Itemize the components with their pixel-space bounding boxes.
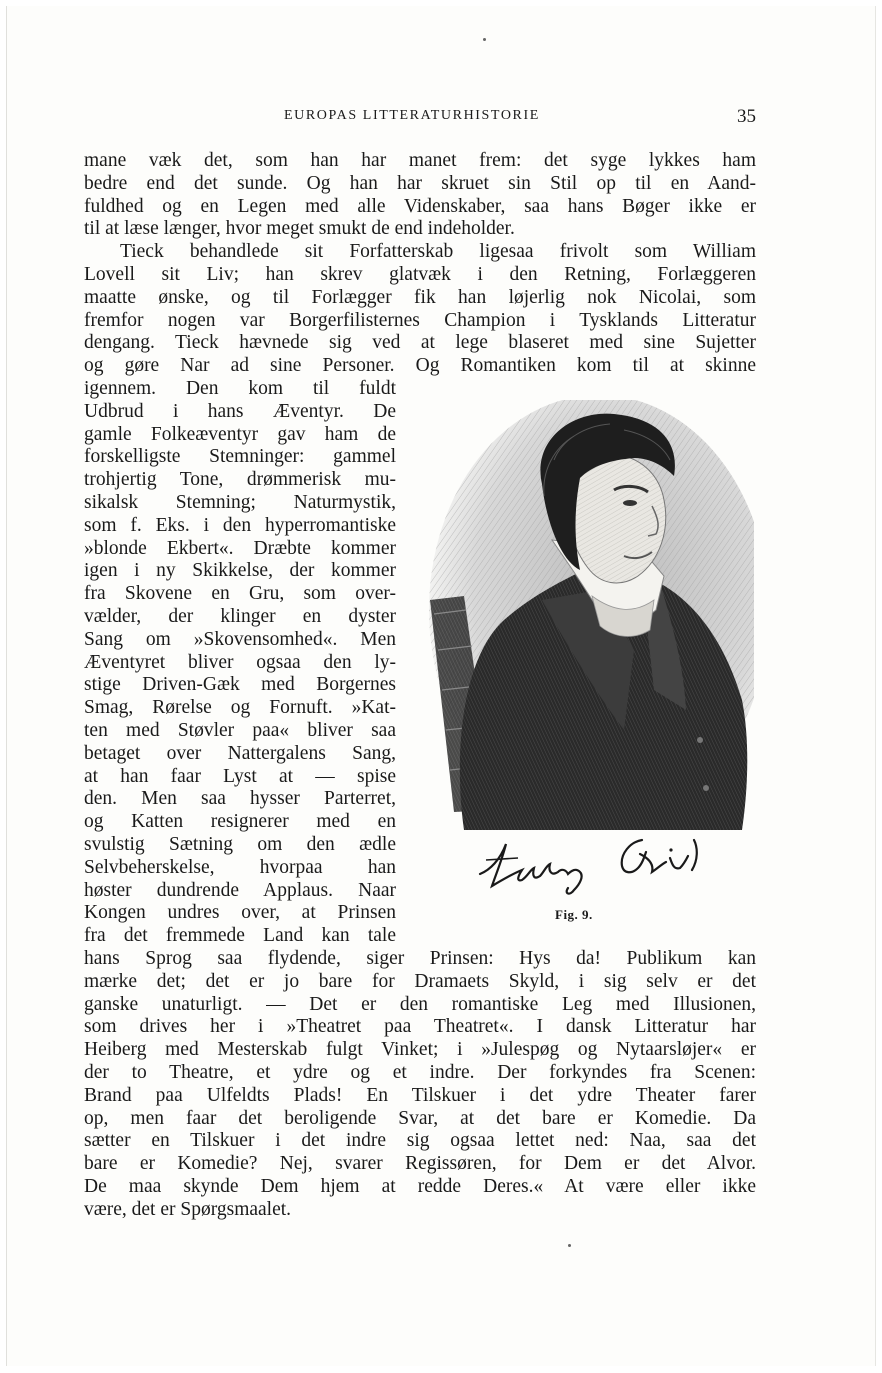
text-line: dengang. Tieck hævnede sig ved at lege blaseret med sine Sujetter <box>84 332 756 353</box>
text-line: som drives her i »Theatret paa Theatret«. I dansk Litteratur har <box>84 1016 756 1037</box>
text-line: fuldhed og en Legen med alle Videnskaber, saa hans Bøger ikke er <box>84 196 756 217</box>
page-number: 35 <box>737 106 756 127</box>
text-line: gamle Folkeæventyr gav ham de <box>84 424 396 445</box>
text-line: mane væk det, som han har manet frem: det syge lykkes ham <box>84 150 756 171</box>
text-line: Tieck behandlede sit Forfatterskab ligesaa frivolt som William <box>120 241 756 262</box>
text-line: Brand paa Ulfeldts Plads! En Tilskuer i det ydre Theater farer <box>84 1085 756 1106</box>
text-line: svulstig Sætning om den ædle <box>84 834 396 855</box>
text-line: igennem. Den kom til fuldt <box>84 378 396 399</box>
text-line: og gøre Nar ad sine Personer. Og Romantiken kom til at skinne <box>84 355 756 376</box>
text-line: og Katten resignerer med en <box>84 811 396 832</box>
text-line: ten med Støvler paa« bliver saa <box>84 720 396 741</box>
text-line: Æventyret bliver ogsaa den ly- <box>84 652 396 673</box>
text-line: bare er Komedie? Nej, svarer Regissøren, for Dem er det Alvor. <box>84 1153 756 1174</box>
text-line: Heiberg med Mesterskab fulgt Vinket; i »Julespøg og Nytaarsløjer« er <box>84 1039 756 1060</box>
text-line: den. Men saa hysser Parterret, <box>84 788 396 809</box>
text-line: Udbrud i hans Æventyr. De <box>84 401 396 422</box>
text-line: at han faar Lyst at — spise <box>84 766 396 787</box>
text-line: sætter en Tilskuer i det indre sig ogsaa lettet ned: Naa, saa det <box>84 1130 756 1151</box>
page-speck <box>483 38 486 41</box>
page-header <box>84 106 756 128</box>
figure-caption: Fig. 9. <box>555 907 593 922</box>
text-line: være, det er Spørgsmaalet. <box>84 1199 292 1220</box>
text-line: trohjertig Tone, drømmerisk mu- <box>84 469 396 490</box>
text-line: De maa skynde Dem hjem at redde Deres.« At være eller ikke <box>84 1176 756 1197</box>
text-line: sikalsk Stemning; Naturmystik, <box>84 492 396 513</box>
text-line: igen i ny Skikkelse, der kommer <box>84 560 396 581</box>
author-signature <box>472 830 712 898</box>
text-line: fremfor nogen var Borgerfilisternes Champion i Tysklands Litteratur <box>84 310 756 331</box>
portrait-engraving <box>424 400 754 830</box>
text-line: fra det fremmede Land kan tale <box>84 925 396 946</box>
text-line: fra Skovene en Gru, som over- <box>84 583 396 604</box>
text-line: Kongen undres over, at Prinsen <box>84 902 396 923</box>
text-line: stige Driven-Gæk med Borgernes <box>84 674 396 695</box>
text-line: vælder, der klinger en dyster <box>84 606 396 627</box>
page-speck <box>568 1244 571 1247</box>
text-line: bedre end det sunde. Og han har skruet sin Stil op til en Aand- <box>84 173 756 194</box>
text-line: høster dundrende Applaus. Naar <box>84 880 396 901</box>
text-line: forskelligste Stemninger: gammel <box>84 446 396 467</box>
text-line: hans Sprog saa flydende, siger Prinsen: Hys da! Publikum kan <box>84 948 756 969</box>
text-line: mærke det; det er jo bare for Dramaets Skyld, i sig selv er det <box>84 971 756 992</box>
text-line: betaget over Nattergalens Sang, <box>84 743 396 764</box>
running-title: EUROPAS LITTERATURHISTORIE <box>284 108 540 123</box>
text-line: der to Theatre, et ydre og et indre. Der forkyndes fra Scenen: <box>84 1062 756 1083</box>
text-line: Sang om »Skovensomhed«. Men <box>84 629 396 650</box>
text-line: som f. Eks. i den hyperromantiske <box>84 515 396 536</box>
text-line: »blonde Ekbert«. Dræbte kommer <box>84 538 396 559</box>
text-line: Smag, Rørelse og Fornuft. »Kat- <box>84 697 396 718</box>
text-line: maatte ønske, og til Forlægger fik han løjerlig nok Nicolai, som <box>84 287 756 308</box>
text-line: op, men faar det beroligende Svar, at det bare er Komedie. Da <box>84 1108 756 1129</box>
text-line: til at læse længer, hvor meget smukt de end indeholder. <box>84 218 515 239</box>
text-line: ganske unaturligt. — Det er den romantiske Leg med Illusionen, <box>84 994 756 1015</box>
text-line: Selvbeherskelse, hvorpaa han <box>84 857 396 878</box>
text-line: Lovell sit Liv; han skrev glatvæk i den Retning, Forlæggeren <box>84 264 756 285</box>
